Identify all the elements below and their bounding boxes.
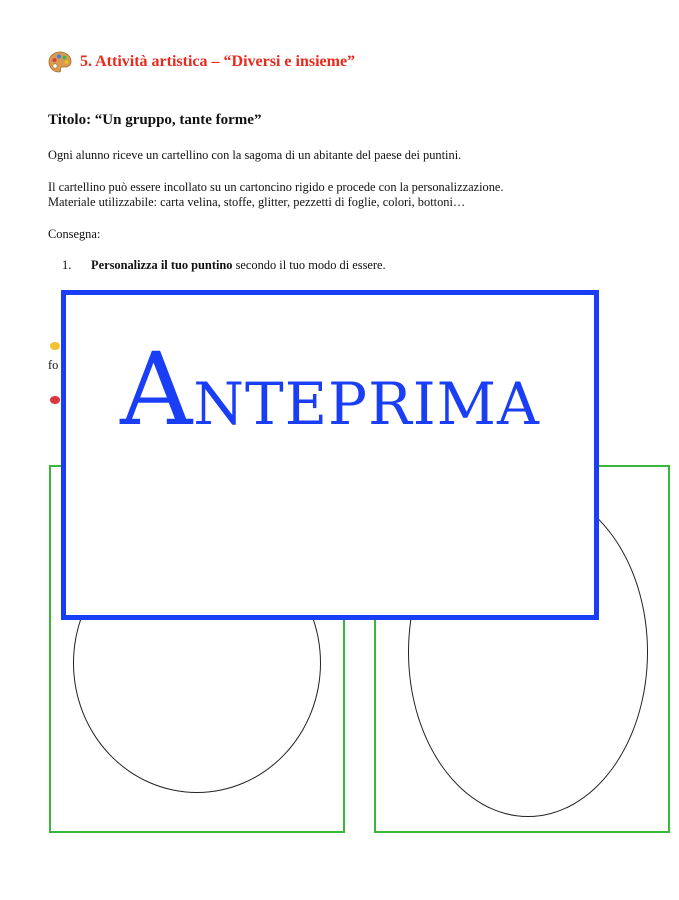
intro-paragraph: Ogni alunno riceve un cartellino con la sagoma di un abitante del paese dei puntini. [48,148,462,162]
artist-palette-icon [48,51,72,73]
activity-title: Titolo: “Un gruppo, tante forme” [48,112,262,128]
partial-text: fo [48,358,59,372]
instructions-label: Consegna: [48,227,101,241]
watermark-rest: NTEPRIMA [193,370,540,438]
list-item-number: 1. [62,258,72,272]
list-item-bold: Personalizza il tuo puntino [91,258,233,272]
list-item-text: secondo il tuo modo di essere. [232,258,386,272]
watermark-initial: A [120,331,194,448]
section-heading [48,50,355,74]
section-title: 5. Attività artistica – “Diversi e insieme” [80,53,356,70]
preview-watermark-text [66,331,594,448]
list-item [91,258,386,273]
materials-paragraph: Materiale utilizzabile: carta velina, stoffe, glitter, pezzetti di foglie, colori, bottoni… [48,195,466,209]
pencil-icon [50,342,60,350]
customization-paragraph: Il cartellino può essere incollato su un cartoncino rigido e procede con la personalizzazione. [48,180,504,194]
preview-watermark-box [61,290,599,620]
target-icon [50,396,60,404]
